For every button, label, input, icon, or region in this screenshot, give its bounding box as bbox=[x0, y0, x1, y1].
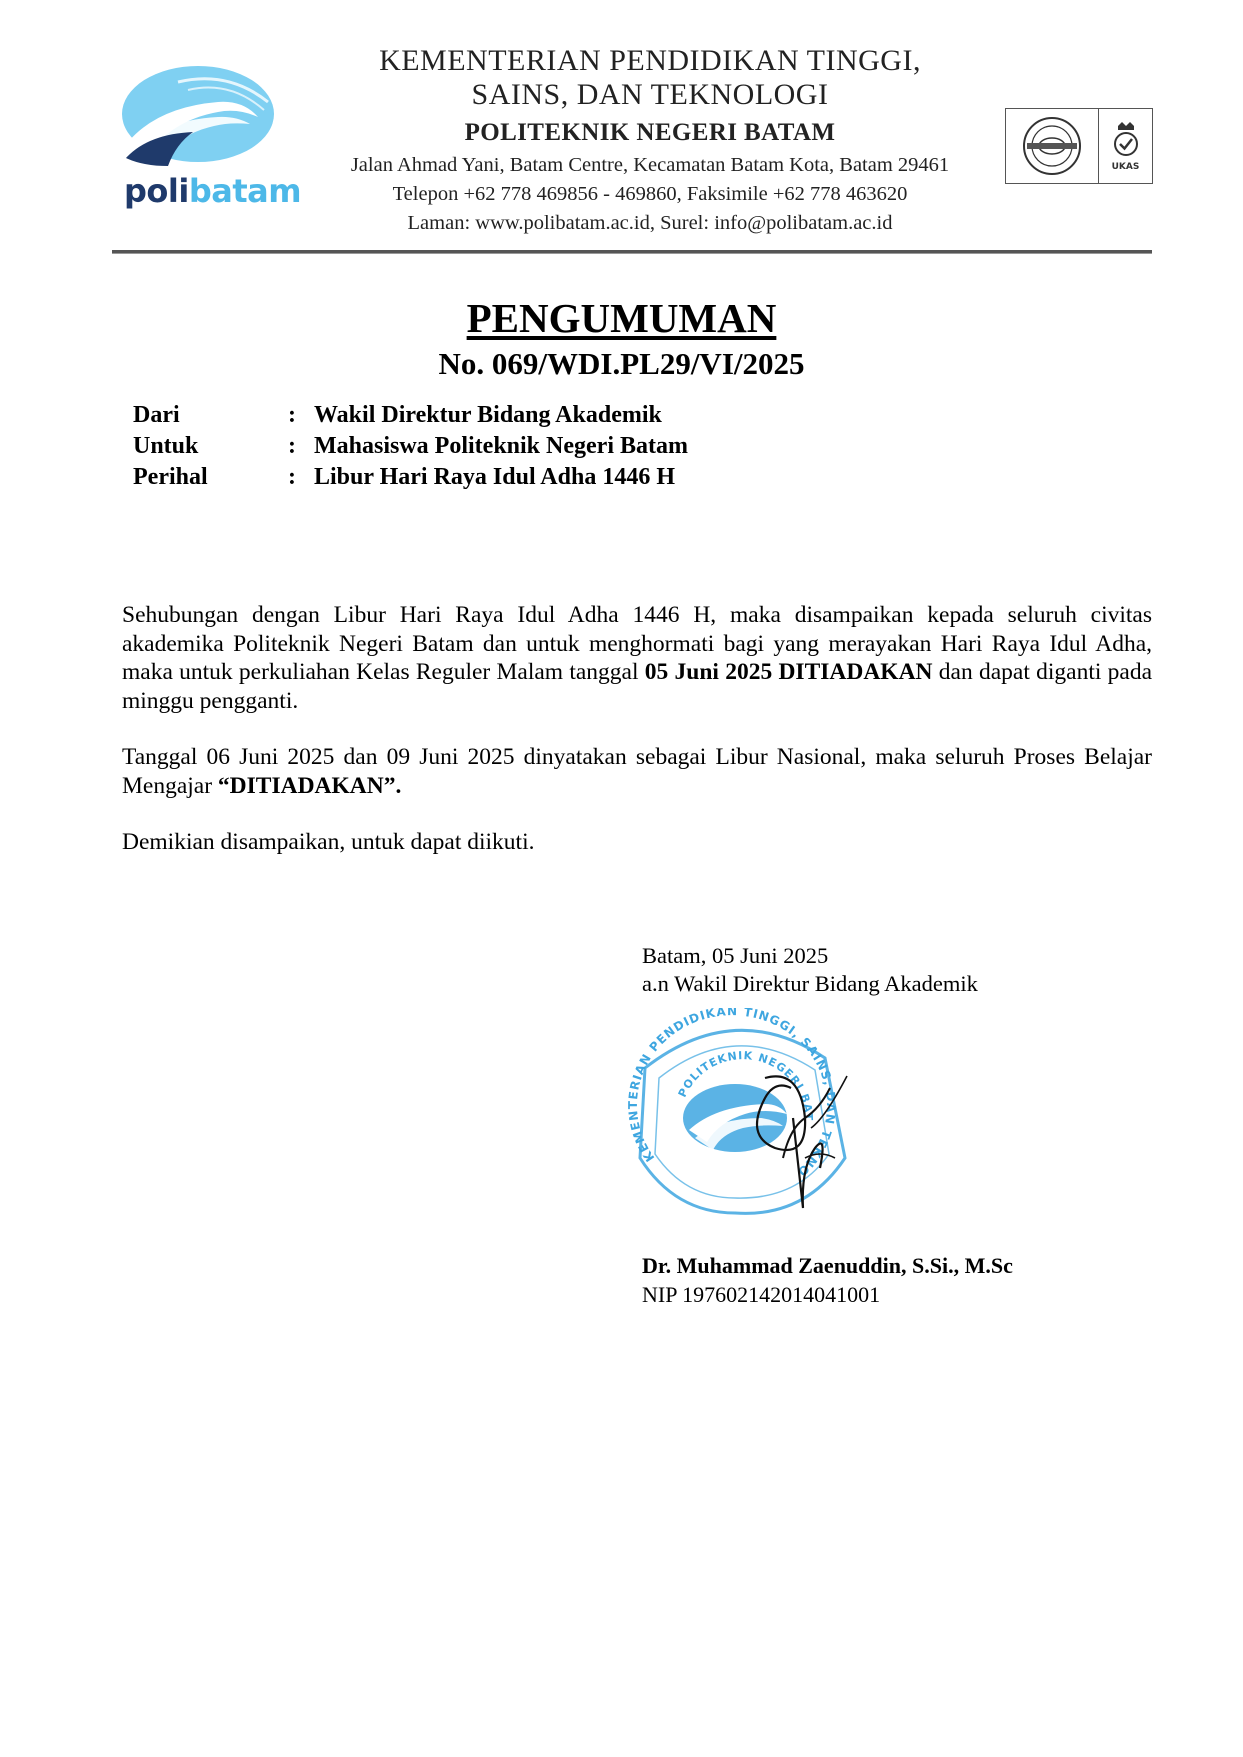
meta-row-perihal bbox=[133, 462, 688, 493]
meta-colon: : bbox=[288, 402, 296, 428]
letterhead-divider bbox=[112, 250, 1152, 254]
document-number: No. 069/WDI.PL29/VI/2025 bbox=[438, 346, 805, 381]
certification-badges bbox=[1005, 108, 1153, 184]
letterhead-text bbox=[300, 44, 1000, 238]
ukas-label: UKAS bbox=[1111, 162, 1140, 172]
meta-value: Wakil Direktur Bidang Akademik bbox=[314, 402, 662, 428]
stamp-signature-icon bbox=[615, 1008, 865, 1238]
meta-colon: : bbox=[288, 433, 296, 459]
address-line: Jalan Ahmad Yani, Batam Centre, Kecamatan Batam Kota, Batam 29461 bbox=[350, 154, 950, 176]
institution-name: POLITEKNIK NEGERI BATAM bbox=[464, 119, 836, 146]
announcement-body bbox=[122, 601, 1152, 885]
meta-colon: : bbox=[288, 464, 296, 490]
meta-block bbox=[133, 400, 688, 493]
signature-header bbox=[642, 942, 978, 998]
on-behalf: a.n Wakil Direktur Bidang Akademik bbox=[642, 971, 978, 996]
web-line: Laman: www.polibatam.ac.id, Surel: info@polibatam.ac.id bbox=[407, 212, 893, 234]
ministry-line-2: SAINS, DAN TEKNOLOGI bbox=[471, 78, 829, 111]
meta-label: Untuk bbox=[133, 433, 199, 459]
meta-value: Mahasiswa Politeknik Negeri Batam bbox=[314, 433, 688, 459]
stamp-outer-text: KEMENTERIAN PENDIDIKAN TINGGI, SAINS, DAN TEKNO bbox=[625, 1008, 839, 1180]
meta-row-untuk bbox=[133, 431, 688, 462]
place-date: Batam, 05 Juni 2025 bbox=[642, 943, 829, 968]
emphasis-date: 05 Juni 2025 DITIADAKAN bbox=[644, 659, 933, 685]
meta-label: Perihal bbox=[133, 464, 208, 490]
emphasis-ditiadakan: “DITIADAKAN”. bbox=[217, 772, 402, 799]
paragraph-1: Sehubungan dengan Libur Hari Raya Idul Adha 1446 H, maka disampaikan kepada seluruh civitas akademika Politeknik Negeri Batam dan untuk menghormati bagi yang merayakan Hari Raya Idul Adha, maka untuk perkuliahan Kelas Reguler Malam tanggal 05 Juni 2025 DITIADAKAN dan dapat diganti pada minggu pengganti. bbox=[122, 602, 1152, 714]
urs-seal-icon bbox=[1017, 114, 1087, 178]
signer-name: Dr. Muhammad Zaenuddin, S.Si., M.Sc bbox=[642, 1253, 1013, 1278]
official-stamp bbox=[615, 1008, 865, 1238]
meta-value: Libur Hari Raya Idul Adha 1446 H bbox=[314, 464, 675, 490]
logo-wordmark: polibatam bbox=[124, 172, 302, 210]
document-title: PENGUMUMAN bbox=[466, 295, 777, 341]
ministry-line-1: KEMENTERIAN PENDIDIKAN TINGGI, bbox=[379, 44, 921, 77]
phone-line: Telepon +62 778 469856 - 469860, Faksimile +62 778 463620 bbox=[392, 183, 908, 205]
paragraph-3: Demikian disampaikan, untuk dapat diikuti. bbox=[122, 829, 535, 855]
meta-row-dari bbox=[133, 400, 688, 431]
paragraph-2: Tanggal 06 Juni 2025 dan 09 Juni 2025 dinyatakan sebagai Libur Nasional, maka seluruh Proses Belajar Mengajar “DITIADAKAN”. bbox=[122, 744, 1152, 799]
signer-nip: NIP 197602142014041001 bbox=[642, 1282, 881, 1307]
ukas-crown-check-icon bbox=[1109, 120, 1143, 160]
logo-emblem-icon bbox=[118, 62, 278, 172]
ukas-badge bbox=[1099, 109, 1152, 183]
meta-label: Dari bbox=[133, 402, 180, 428]
polibatam-logo bbox=[118, 62, 302, 212]
urs-badge bbox=[1006, 109, 1099, 183]
stamp-inner-text: POLITEKNIK NEGERI BAT bbox=[675, 1049, 816, 1121]
